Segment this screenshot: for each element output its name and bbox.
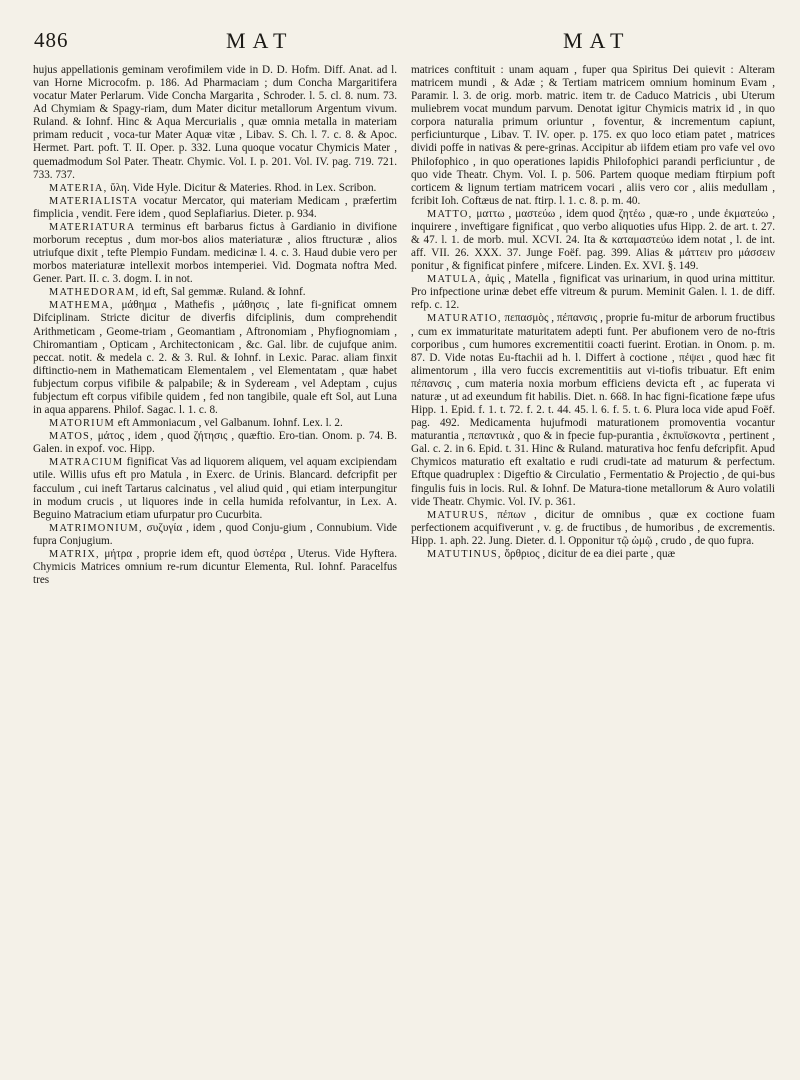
entry-text: fignificat Vas ad liquorem aliquem, vel aquam excipiendam utile. Willis ufus eft pro Matula , in Exerc. de Urinis. Blancard. defcripfit per facculum , cui ineft Tartarus calcinatus , vel aliud quid , qui etiam interpungitur in modum crucis , ut liquores inde in cella humida refolvantur, in Lex. A. Beguino Matracium etiam ufurpatur pro Cucurbita. <box>33 456 398 521</box>
entry-maturatio <box>411 312 775 508</box>
entry-matula <box>411 273 775 312</box>
entry-mathedoram <box>33 286 397 299</box>
entry-matracium <box>33 456 397 521</box>
entry-text: ἀμὶς , Matella , fignificat vas urinarium, in quod urina mittitur. Pro infpectione urinæ debet effe vitreum & purum. Meminit Galen. l. 1. de diff. refp. c. 12. <box>411 273 776 312</box>
entry-maturus <box>411 509 775 548</box>
headword: MATTO, <box>427 208 473 220</box>
headword: MATOS, <box>49 431 94 443</box>
entry-matorium <box>33 417 397 430</box>
entry-matrix <box>33 548 397 587</box>
right-column <box>411 64 775 561</box>
headword: MATULA, <box>427 274 482 286</box>
running-head-right: MAT <box>563 28 631 53</box>
entry-text: id eft, Sal gemmæ. Ruland. & Iohnf. <box>142 286 306 299</box>
entry-text: ὄρθριος , dicitur de ea diei parte , quæ <box>504 547 676 560</box>
headword: MATUTINUS, <box>427 548 502 560</box>
entry-text: ὕλη. Vide Hyle. Dicitur & Materies. Rhod. in Lex. Scribon. <box>110 181 377 194</box>
entry-matrimonium <box>33 522 397 548</box>
page-number: 486 <box>34 28 69 52</box>
headword: MATRACIUM <box>49 457 124 469</box>
entry-text: μάθημα , Mathefis , μάθησις , late fi-gnificat omnem Difciplinam. Stricte dicitur de diverfis difciplinis, dum comprehendit Arithmeticam , Geome-triam , Geomantiam , Aftronomiam , Phyfiognomiam , Chiromantiam , Opticam , Architectonicam , &c. Gal. libr. de cujufque anim. peccat. notit. & medela c. 2. & 3. Rul. & Iohnf. in Lexic. Parac. aliam finxit diftinctio-nem in Mathematicam Elementalem , vel Elementatam , quæ habet fubjectum corpus vifibile & palpabile; & in Sydeream , vel Adeptam , cujus fubjectum eft corpus vifibile quidem , fed non tangibile, quale eft Sol, aut Luna in aqua apparens. Philof. Sagac. l. 1. c. 8. <box>33 299 398 417</box>
left-column <box>33 64 397 587</box>
headword: MATERIALISTA <box>49 195 139 207</box>
continued-paragraph: matrices conftituit : unam aquam , fuper qua Spiritus Dei quievit : Alteram matricem mundi , & Adæ ; & Tertiam matricem omnium hominum Evam , Paramir. l. 3. de orig. morb. matric. item tr. de Caduco Matricis , ubi Uterum muliebrem vocat mundum parvum. Denotat igitur Chymicis matrix id , in quo corpora naturalia primum oriuntur , foventur, & incrementum capiunt, perficiunturque , Libav. T. IV. oper. p. 175. ex quo loco etiam patet , matrices dividi poffe in nativas & pere-grinas. Accipitur ab iifdem etiam pro vafe vel ovo Philofophico , in quo operationes lapidis Philofophici parandi perficiuntur , de quo vide Theatr. Chym. Vol. I. p. 506. Partem quoque mediam ftirpium poft corticem & lignum tertiam matricem vocari , aliis vero cor , aliis medullam , fcribit Ioh. Coftæus de nat. ftirp. l. 1. c. 8. p. m. 40. <box>411 64 775 207</box>
entry-matutinus <box>411 548 775 561</box>
headword: MATURUS, <box>427 509 489 521</box>
headword: MATERIA, <box>49 182 108 194</box>
entry-text: eft Ammoniacum , vel Galbanum. Iohnf. Lex. l. 2. <box>117 417 343 430</box>
entry-text: πέπων , dicitur de omnibus , quæ ex coctione fuam perfectionem acquifiverunt , v. g. de fructibus , de humoribus , de excrementis. Hipp. 1. aph. 22. Jung. Dieter. d. l. Opponitur τῷ ὠμῷ , crudo , de quo fupra. <box>411 508 775 547</box>
headword: MATHEDORAM, <box>49 287 140 299</box>
headword: MATRIMONIUM, <box>49 522 143 534</box>
entry-text: πεπασμὸς , πέπανσις , proprie fu-mitur de arborum fructibus , cum ex immaturitate maturitatem adepti funt. Per abufionem vero de no-ftris corporibus , cum humores excrementitii coacti fuerint. Erotian. in Onom. p. m. 87. D. Vide notas Eu-ftachii ad h. l. Differt à coctione , πέψει , quod hæc fit alimentorum , illa vero fuccis excrementitiis aut vi-tiofis tribuatur. Eft enim πέπανσις , cum materia noxia morbum efficiens devicta eft , ac fuperata vi naturæ , ut ad exeundum fit habilis. Diet. n. 668. In hac figni-ficatione fæpe ufus Hipp. 1. Epid. f. 1. t. 72. f. 2. t. 44. 45. l. 6. f. 5. t. 6. Plura loca vide apud Foëf. pag. 492. Medicamenta hujufmodi maturationem promoventia vocantur maturantia , πεπαντικὰ , quo & in fpecie fup-purantia , ἐκπυϊσκοντα , pertinent , Gal. c. 2. in 6. Epid. t. 31. Hinc & Ruland. maturativa hoc fenfu defcripfit. Apud Chymicos maturatio eft exaltatio e rudi crudi-tate ad maturum & perfectum. Eftque quadruplex : Digeftio & Circulatio , Fermentatio & Projectio , de qui-bus fingulis fuis in locis. Rul. & Iohnf. De Matura-tione metallorum & Auro volatili vide Theatr. Chymic. Vol. IV. p. 361. <box>411 312 775 508</box>
entry-text: συζυγία , idem , quod Conju-gium , Connubium. Vide fupra Conjugium. <box>33 521 397 547</box>
headword: MATURATIO, <box>427 313 502 325</box>
headword: MATRIX, <box>49 548 100 560</box>
entry-mathema <box>33 299 397 417</box>
entry-materialista <box>33 195 397 221</box>
headword: MATHEMA, <box>49 300 114 312</box>
continued-paragraph: hujus appellationis geminam verofimilem vide in D. D. Hofm. Diff. Anat. ad l. van Horne Microcofm. p. 186. Ad Pharmaciam ; dum Concha Margaritifera vocatur Mater Perlarum. Vide Concha Margarita , Schroder. l. 5. cl. 8. num. 73. Ad Chymiam & Spagy-riam, dum Mater dicitur metallorum Argentum vivum. Ruland. & Iohnf. Hinc & Aqua Mercurialis , quæ omnia metalla in materiam primam reducit , voca-tur Mater Aquæ vitæ , Libav. S. Ch. l. 7. c. 8. & Apoc. Hermet. Part. poft. T. II. Oper. p. 332. Luna quoque vocatur Chymicis Mater , quemadmodum Sol Pater. Theatr. Chymic. Vol. I. p. 201. Vol. IV. pag. 719. 721. 733. 737. <box>33 64 397 181</box>
headword: MATERIATURA <box>49 221 136 233</box>
entry-text: ματτω , μαστεύω , idem quod ζητέω , quæ-ro , unde ἐκματεύω , inquirere , inveftigare fignificat , quo verbo aliquoties ufus Hipp. 2. de art. t. 27. & 47. l. 1. de morb. mul. XCVI. 24. Ita & καταμαστεύω idem notat , l. de int. aff. VII. 26. XXX. 37. Junge Foëf. pag. 399. Alias & μάττειν pro μάσσειν ponitur , & fignificat pinfere , mifcere. Linden. Ex. XVI. §. 149. <box>411 207 776 273</box>
entry-materiatura <box>33 221 397 286</box>
entry-text: terminus eft barbarus fictus à Gardianio in divifione morborum receptus , dum mor-bos alios materiaturæ , alios ftructuræ , alios utriufque dixit , tefte Plempio Fundam. medicinæ l. 4. c. 3. Haud dubie vero per morbos materiaturæ intellexit morbos intemperiei. Vid. Dogmata noftra Med. Gener. Part. II. c. 3. dogm. I. in not. <box>33 220 397 286</box>
entry-matos <box>33 430 397 456</box>
entry-text: μήτρα , proprie idem eft, quod ὑστέρα , Uterus. Vide Hyftera. Chymicis Matrices omnium re-rum dicuntur Elementa, Rul. Iohnf. Paracelfus tres <box>33 547 397 587</box>
headword: MATORIUM <box>49 418 115 430</box>
page-header <box>0 0 800 60</box>
entry-text: μάτος , idem , quod ζήτησις , quæftio. Ero-tian. Onom. p. 74. B. Galen. in expof. voc. Hipp. <box>33 430 397 456</box>
running-head-left: MAT <box>226 28 294 53</box>
entry-text: vocatur Mercator, qui materiam Medicam , præfertim fimplicia , vendit. Fere idem , quod Seplafiarius. Dieter. p. 934. <box>33 194 398 220</box>
entry-materia <box>33 182 397 195</box>
entry-matto <box>411 208 775 273</box>
